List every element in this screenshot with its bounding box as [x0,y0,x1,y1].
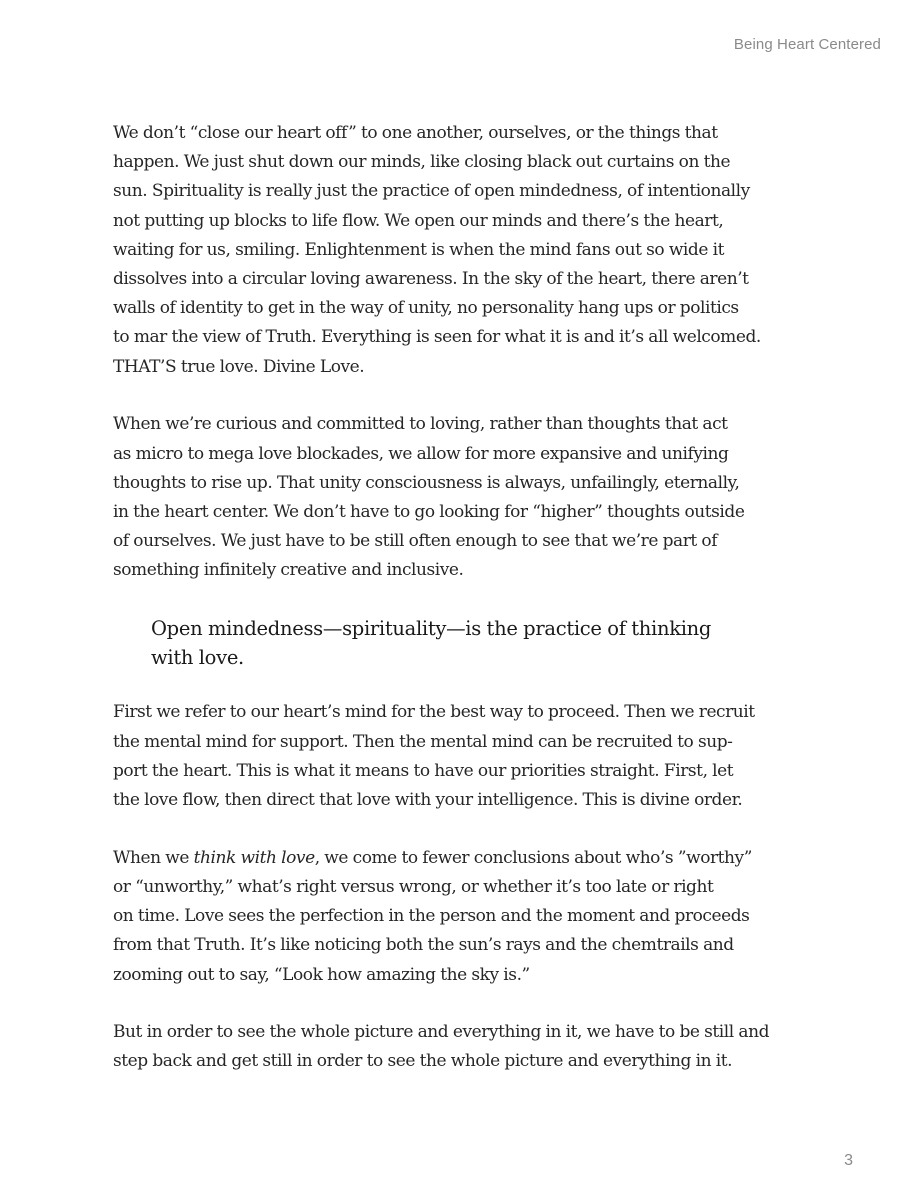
text-line [113,844,803,873]
text-line: on time. Love sees the perfection in the person and the moment and proceeds [113,906,750,927]
text-line: step back and get still in order to see the whole picture and everything in it. [113,1051,733,1072]
text-line: But in order to see the whole picture and everything in it, we have to be still and [113,1022,770,1043]
text-line: waiting for us, smiling. Enlightenment is when the mind fans out so wide it [113,239,724,260]
pull-quote [151,614,751,672]
paragraph-5 [113,1018,803,1076]
text-line: dissolves into a circular loving awareness. In the sky of the heart, there aren’t [113,269,749,290]
text-line: of ourselves. We just have to be still often enough to see that we’re part of [113,531,718,552]
text-run: , we come to fewer conclusions about who’s ”worthy” [314,847,752,868]
text-line: thoughts to rise up. That unity consciousness is always, unfailingly, eternally, [113,472,740,493]
text-line: THAT’S true love. Divine Love. [113,356,365,377]
emphasis-text: think with love [193,847,315,868]
running-header: Being Heart Centered [733,36,881,53]
text-line: the love flow, then direct that love with your intelligence. This is divine order. [113,790,743,811]
text-line: port the heart. This is what it means to have our priorities straight. First, let [113,760,734,781]
text-line: zooming out to say, “Look how amazing the sky is.” [113,964,530,985]
text-line: the mental mind for support. Then the mental mind can be recruited to sup- [113,731,733,752]
paragraph-1 [113,119,803,382]
text-line: not putting up blocks to life flow. We open our minds and there’s the heart, [113,210,724,231]
paragraph-2 [113,410,803,585]
text-line: First we refer to our heart’s mind for the best way to proceed. Then we recruit [113,702,755,723]
paragraph-3 [113,698,803,815]
text-line: We don’t “close our heart off” to one another, ourselves, or the things that [113,123,718,143]
page-number: 3 [844,1152,853,1169]
body-text [113,119,803,1105]
text-line: happen. We just shut down our minds, like closing black out curtains on the [113,152,731,173]
text-line: When we’re curious and committed to loving, rather than thoughts that act [113,414,728,435]
text-line: to mar the view of Truth. Everything is seen for what it is and it’s all welcomed. [113,327,761,348]
text-run: When we [113,847,194,868]
paragraph-4 [113,844,803,990]
text-line: or “unworthy,” what’s right versus wrong, or whether it’s too late or right [113,876,714,897]
text-line: something infinitely creative and inclusive. [113,560,464,581]
text-line: from that Truth. It’s like noticing both the sun’s rays and the chemtrails and [113,935,734,956]
text-line: sun. Spirituality is really just the practice of open mindedness, of intentionally [113,181,750,202]
text-line: walls of identity to get in the way of unity, no personality hang ups or politics [113,298,739,319]
pull-quote-line: Open mindedness—spirituality—is the practice of thinking [151,617,712,641]
text-line: as micro to mega love blockades, we allow for more expansive and unifying [113,443,729,464]
pull-quote-line: with love. [151,646,244,670]
text-line: in the heart center. We don’t have to go looking for “higher” thoughts outside [113,501,745,522]
